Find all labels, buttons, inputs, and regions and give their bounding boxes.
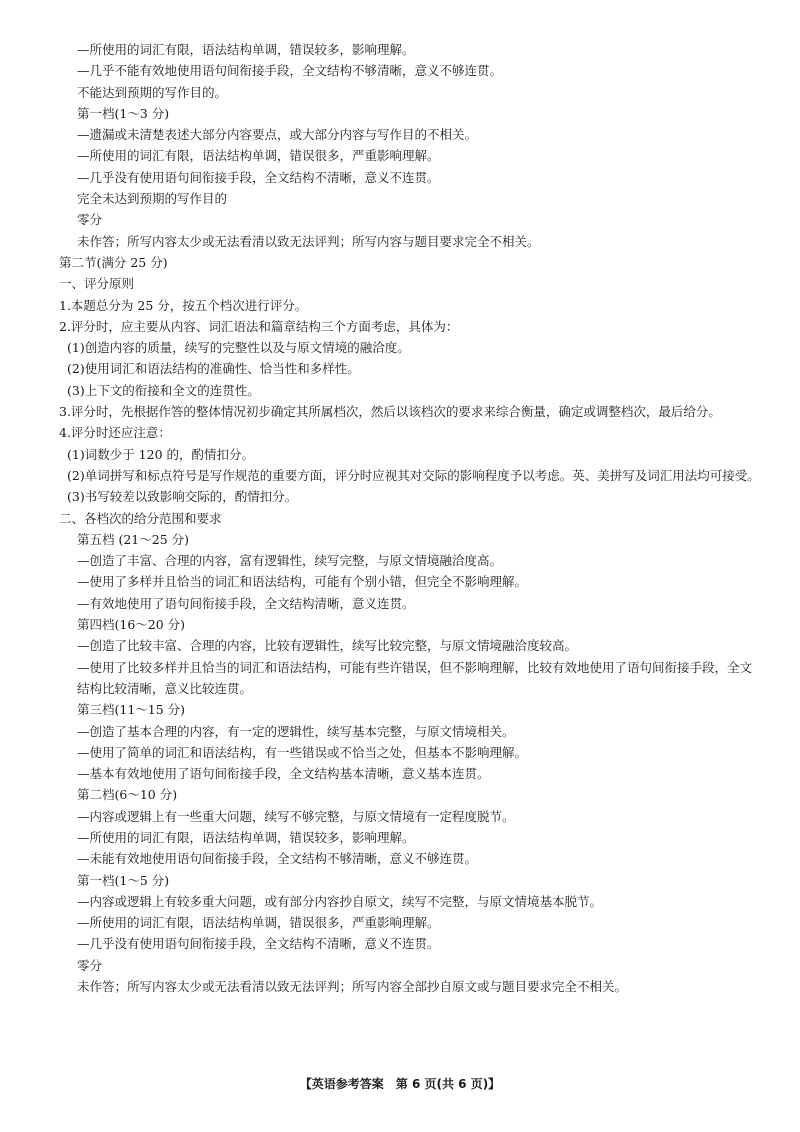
text-line: 不能达到预期的写作目的。 — [77, 84, 228, 100]
text-line: —有效地使用了语句间衔接手段，全文结构清晰，意义连贯。 — [77, 595, 415, 611]
text-line: —创造了丰富、合理的内容，富有逻辑性，续写完整，与原文情境融洽度高。 — [77, 553, 503, 569]
text-line: (1)词数少于 120 的，酌情扣分。 — [67, 446, 255, 462]
text-line: 1.本题总分为 25 分，按五个档次进行评分。 — [59, 297, 308, 313]
text-line: —几乎没有使用语句间衔接手段，全文结构不清晰，意义不连贯。 — [77, 936, 440, 952]
text-line: —使用了多样并且恰当的词汇和语法结构，可能有个别小错，但完全不影响理解。 — [77, 574, 528, 590]
text-line: 第二档(6～10 分) — [77, 787, 178, 803]
text-line: —内容或逻辑上有一些重大问题，续写不够完整，与原文情境有一定程度脱节。 — [77, 808, 515, 824]
text-line: (3)上下文的衔接和全文的连贯性。 — [67, 382, 260, 398]
text-line: —使用了比较多样并且恰当的词汇和语法结构，可能有些许错误，但不影响理解，比较有效地使用了语句间衔接手段，全文结构比较清晰，意义比较连贯。 — [77, 659, 753, 696]
text-line: 第三档(11～15 分) — [77, 702, 186, 718]
text-line: —遗漏或未清楚表述大部分内容要点，或大部分内容与写作目的不相关。 — [77, 127, 478, 143]
text-line: 完全未达到预期的写作目的 — [77, 191, 228, 207]
text-line: —创造了基本合理的内容，有一定的逻辑性，续写基本完整，与原文情境相关。 — [77, 723, 515, 739]
text-line: (1)创造内容的质量，续写的完整性以及与原文情境的融洽度。 — [67, 340, 410, 356]
text-line: 零分 — [77, 212, 103, 228]
text-line: 3.评分时，先根据作答的整体情况初步确定其所属档次，然后以该档次的要求来综合衡量，确定或调整档次，最后给分。 — [59, 404, 721, 420]
text-line: 一、评分原则 — [59, 276, 135, 292]
text-line: —基本有效地使用了语句间衔接手段，全文结构基本清晰，意义基本连贯。 — [77, 766, 490, 782]
text-line: —未能有效地使用语句间衔接手段，全文结构不够清晰，意义不够连贯。 — [77, 851, 478, 867]
text-line: —所使用的词汇有限，语法结构单调，错误较多，影响理解。 — [77, 42, 415, 57]
text-line: (3)书写较差以致影响交际的，酌情扣分。 — [67, 489, 298, 505]
text-line: 未作答；所写内容太少或无法看清以致无法评判；所写内容与题目要求完全不相关。 — [77, 233, 540, 249]
text-line: —几乎没有使用语句间衔接手段，全文结构不清晰，意义不连贯。 — [77, 169, 440, 185]
text-line: 4.评分时还应注意： — [59, 425, 171, 441]
text-line: 第一档(1～3 分) — [77, 105, 170, 121]
text-line: —所使用的词汇有限，语法结构单调，错误很多，严重影响理解。 — [77, 148, 440, 164]
text-line: 第二节(满分 25 分) — [59, 254, 168, 270]
text-line: —使用了简单的词汇和语法结构，有一些错误或不恰当之处，但基本不影响理解。 — [77, 744, 528, 760]
text-line: —创造了比较丰富、合理的内容，比较有逻辑性，续写比较完整，与原文情境融洽度较高。 — [77, 638, 578, 654]
text-line: —几乎不能有效地使用语句间衔接手段，全文结构不够清晰，意义不够连贯。 — [77, 63, 503, 79]
text-line: 2.评分时，应主要从内容、词汇语法和篇章结构三个方面考虑，具体为： — [59, 318, 459, 334]
text-line: 零分 — [77, 957, 103, 973]
text-line: (2)使用词汇和语法结构的准确性、恰当性和多样性。 — [67, 361, 360, 377]
text-line: —所使用的词汇有限，语法结构单调，错误很多，严重影响理解。 — [77, 915, 440, 931]
text-line: —内容或逻辑上有较多重大问题，或有部分内容抄自原文，续写不完整，与原文情境基本脱节。 — [77, 893, 603, 909]
text-line: 第五档 (21～25 分) — [77, 531, 190, 547]
text-line: 第四档(16～20 分) — [77, 617, 186, 633]
page-footer: 【英语参考答案 第 6 页(共 6 页)】 — [299, 1077, 501, 1091]
text-line: 第一档(1～5 分) — [77, 872, 170, 888]
text-line: 未作答；所写内容太少或无法看清以致无法评判；所写内容全部抄自原文或与题目要求完全不相关。 — [77, 979, 628, 995]
text-line: —所使用的词汇有限，语法结构单调，错误较多，影响理解。 — [77, 829, 415, 845]
text-line: (2)单词拼写和标点符号是写作规范的重要方面，评分时应视其对交际的影响程度予以考虑。英、美拼写及词汇用法均可接受。 — [67, 467, 760, 483]
text-line: 二、各档次的给分范围和要求 — [59, 510, 222, 526]
